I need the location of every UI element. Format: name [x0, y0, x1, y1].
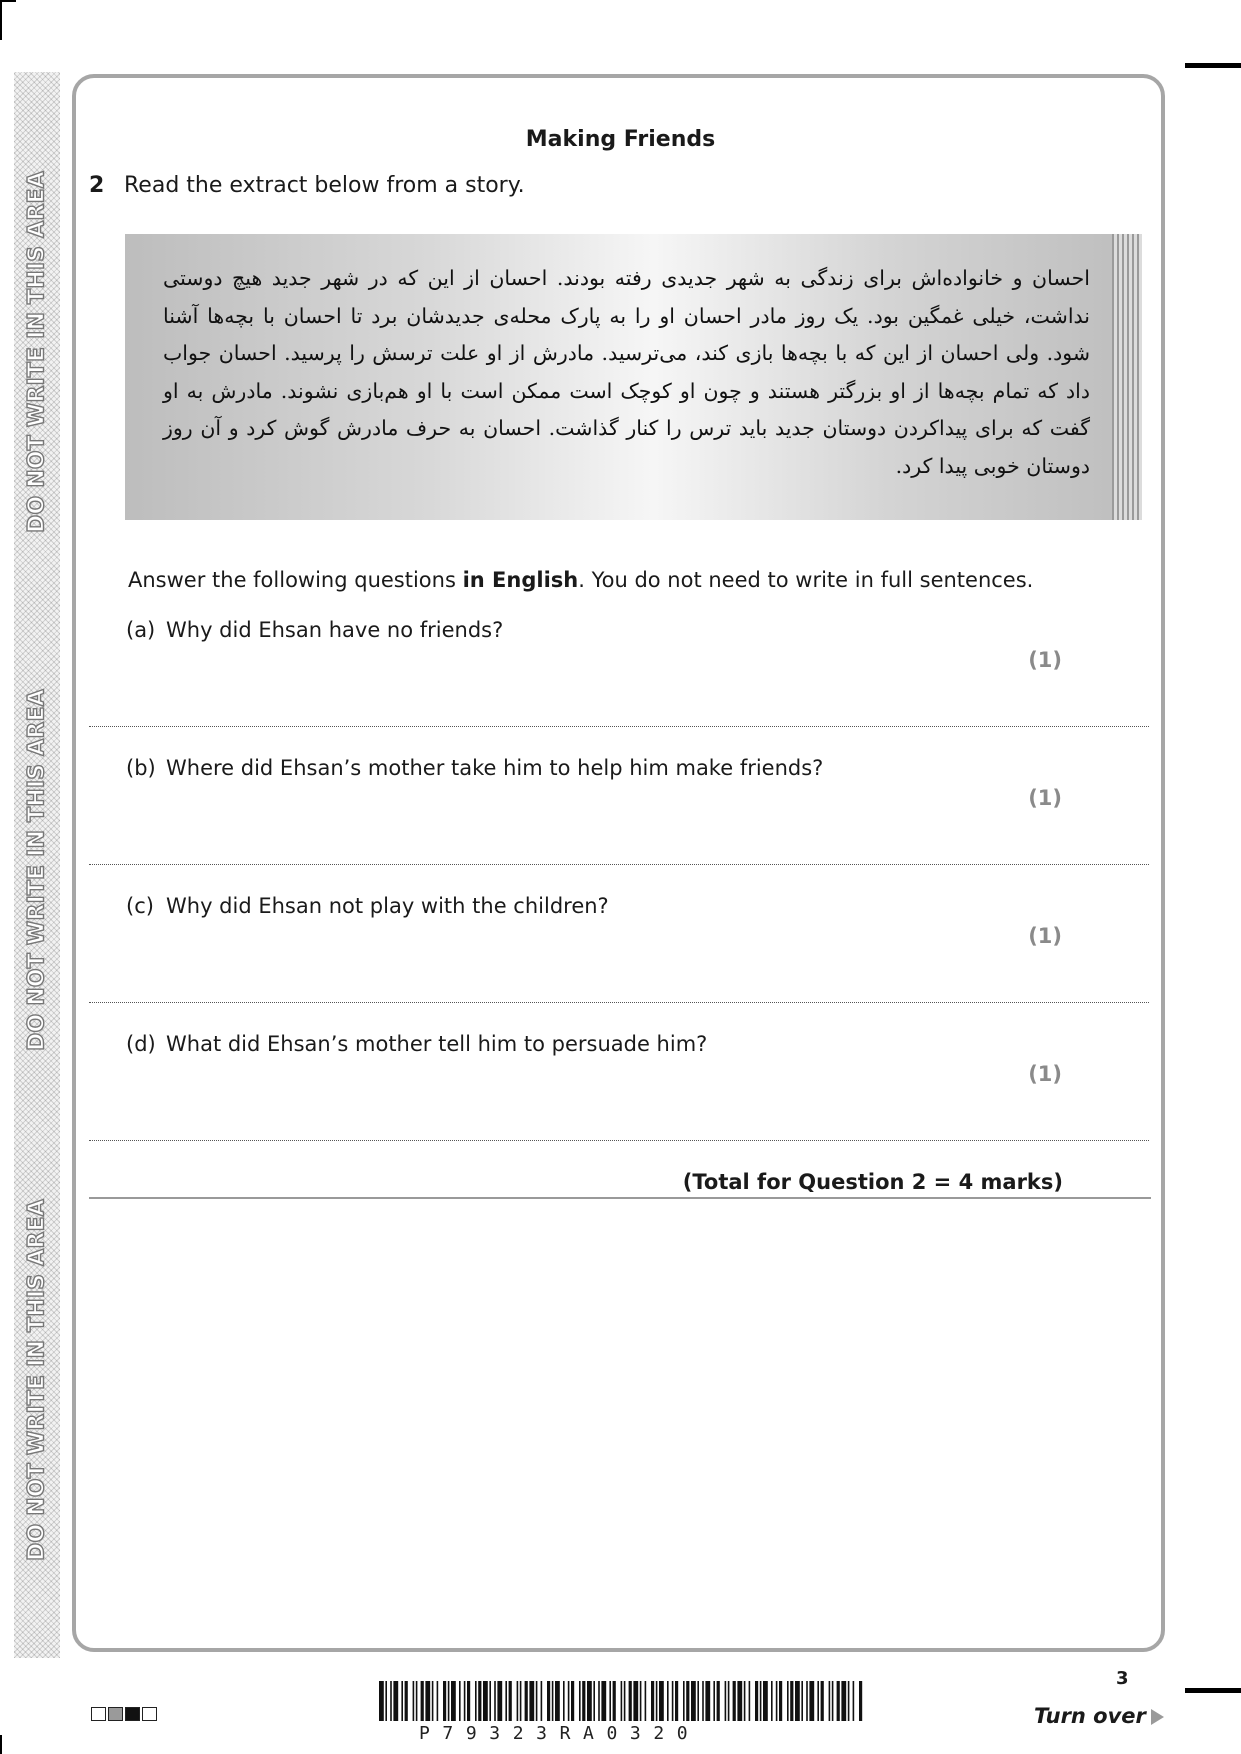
barcode-bar [478, 1681, 481, 1721]
barcode-bar [621, 1681, 623, 1721]
barcode-bar [829, 1681, 831, 1721]
subquestion-marks: (1) [1028, 1062, 1062, 1086]
story-extract-text: احسان و خانواده‌اش برای زندگی به شهر جدیدی رفته بودند. احسان از این که در شهر جدید هیچ دوستی نداشت، خیلی غمگین بود. یک روز مادر احسان او را به پارک محله‌ی جدیدشان برد تا احسان با بچه‌ها آشنا شود. ولی احسان از این که با بچه‌ها بازی کند، می‌ترسید. مادرش از او علت ترسش را پرسید. احسان جواب داد که تمام بچه‌ها از او بزرگتر هستند و چون او کوچک است ممکن است با او هم‌بازی نشوند. مادرش به او گفت که برای پیداکردن دوستان جدید باید ترس را کنار گذاشت. احسان به حرف مادرش گوش کرد و آن روز دوستان خوبی پیدا کرد. [163, 266, 1090, 478]
barcode-bar [853, 1681, 855, 1721]
barcode-bar [795, 1681, 800, 1721]
barcode-bar [405, 1681, 408, 1721]
barcode-bar [552, 1681, 554, 1721]
subquestion-label: (a) [126, 618, 156, 642]
barcode-bar [467, 1681, 470, 1721]
barcode-bar [806, 1681, 808, 1721]
section-title: Making Friends [525, 127, 716, 152]
barcode-bar [494, 1681, 496, 1721]
barcode-bar [568, 1681, 570, 1721]
barcode-bar [529, 1681, 534, 1721]
barcode-bar [464, 1681, 466, 1721]
barcode-bar [659, 1681, 664, 1721]
margin-warning-text: DO NOT WRITE IN THIS AREA [24, 1199, 50, 1561]
barcode-bar [459, 1681, 461, 1721]
barcode-bar [744, 1681, 746, 1721]
crop-mark [1185, 1688, 1241, 1693]
barcode-bar [763, 1681, 768, 1721]
barcode-bar [713, 1681, 715, 1721]
barcode-bar [702, 1681, 704, 1721]
barcode-bar [667, 1681, 669, 1721]
barcode-bar [697, 1681, 699, 1721]
barcode [379, 1681, 863, 1721]
barcode-bar [645, 1681, 647, 1721]
barcode-bar [598, 1681, 600, 1721]
barcode-bar [582, 1681, 585, 1721]
barcode-bar [579, 1681, 581, 1721]
barcode-bar [640, 1681, 642, 1721]
barcode-bar [705, 1681, 710, 1721]
barcode-bar [776, 1681, 778, 1721]
barcode-bar [587, 1681, 592, 1721]
barcode-bar [541, 1681, 543, 1721]
answer-line[interactable] [89, 1002, 1149, 1003]
barcode-bar [656, 1681, 658, 1721]
turn-over-arrow-icon [1151, 1709, 1164, 1725]
barcode-bar [691, 1681, 696, 1721]
barcode-bar [809, 1681, 814, 1721]
barcode-bar [448, 1681, 450, 1721]
crop-mark [0, 0, 16, 2]
barcode-bar [483, 1681, 488, 1721]
barcode-bar [393, 1681, 398, 1721]
subquestion-text: Where did Ehsan’s mother take him to help him make friends? [166, 756, 824, 780]
margin-warning-text: DO NOT WRITE IN THIS AREA [24, 689, 50, 1051]
barcode-bar [651, 1681, 654, 1721]
barcode-bar [737, 1681, 742, 1721]
barcode-bar [633, 1681, 638, 1721]
barcode-text: P79323RA0320 [419, 1723, 701, 1744]
extract-edge-decoration [1112, 234, 1142, 520]
story-extract-box [125, 234, 1142, 520]
question-prompt: Read the extract below from a story. [124, 173, 525, 198]
barcode-bar [821, 1681, 824, 1721]
barcode-bar [421, 1681, 424, 1721]
barcode-bar [629, 1681, 632, 1721]
instructions-before: Answer the following questions [128, 568, 463, 592]
barcode-bar [497, 1681, 502, 1721]
barcode-bar [832, 1681, 834, 1721]
question-number: 2 [89, 173, 105, 198]
answer-line[interactable] [89, 864, 1149, 865]
crop-mark [1185, 63, 1241, 68]
subquestion-label: (c) [126, 894, 154, 918]
barcode-bar [841, 1681, 846, 1721]
marker-box-empty [142, 1707, 157, 1721]
barcode-bar [817, 1681, 819, 1721]
marker-box-black [125, 1707, 140, 1721]
barcode-bar [725, 1681, 727, 1721]
barcode-bar [749, 1681, 751, 1721]
barcode-bar [509, 1681, 512, 1721]
page-marker-boxes [91, 1707, 157, 1721]
barcode-bar [401, 1681, 403, 1721]
barcode-bar [787, 1681, 789, 1721]
subquestion-text: Why did Ehsan not play with the children? [166, 894, 609, 918]
barcode-bar [536, 1681, 538, 1721]
barcode-bar [672, 1681, 674, 1721]
barcode-bar [609, 1681, 611, 1721]
barcode-bar [517, 1681, 519, 1721]
barcode-bar [425, 1681, 430, 1721]
barcode-bar [390, 1681, 392, 1721]
crop-mark [0, 1735, 2, 1754]
instructions-bold: in English [462, 568, 579, 592]
barcode-bar [416, 1681, 418, 1721]
marker-box-empty [91, 1707, 106, 1721]
subquestion-label: (d) [126, 1032, 156, 1056]
barcode-bar [432, 1681, 434, 1721]
answer-line[interactable] [89, 726, 1149, 727]
barcode-bar [601, 1681, 606, 1721]
barcode-bar [771, 1681, 773, 1721]
barcode-bar [475, 1681, 477, 1721]
barcode-bar [505, 1681, 507, 1721]
barcode-bar [489, 1681, 491, 1721]
barcode-bar [837, 1681, 840, 1721]
barcode-bar [571, 1681, 574, 1721]
barcode-bar [520, 1681, 522, 1721]
barcode-bar [443, 1681, 446, 1721]
question-total: (Total for Question 2 = 4 marks) [682, 1170, 1063, 1194]
barcode-bar [848, 1681, 850, 1721]
subquestion-marks: (1) [1028, 648, 1062, 672]
barcode-bar [755, 1681, 758, 1721]
barcode-bar [451, 1681, 456, 1721]
barcode-bar [760, 1681, 762, 1721]
barcode-bar [686, 1681, 689, 1721]
barcode-bar [779, 1681, 782, 1721]
barcode-bar [728, 1681, 730, 1721]
instructions [128, 568, 1033, 592]
barcode-bar [379, 1681, 384, 1721]
barcode-bar [801, 1681, 803, 1721]
barcode-bar [683, 1681, 685, 1721]
barcode-bar [859, 1681, 862, 1721]
subquestion-text: What did Ehsan’s mother tell him to persuade him? [166, 1032, 708, 1056]
barcode-bar [624, 1681, 626, 1721]
barcode-bar [717, 1681, 720, 1721]
barcode-bar [790, 1681, 793, 1721]
barcode-bar [563, 1681, 565, 1721]
barcode-bar [555, 1681, 560, 1721]
subquestion-marks: (1) [1028, 786, 1062, 810]
total-rule [89, 1197, 1151, 1199]
crop-mark [0, 0, 2, 40]
barcode-bar [437, 1681, 439, 1721]
subquestion-label: (b) [126, 756, 156, 780]
subquestion-marks: (1) [1028, 924, 1062, 948]
barcode-bar [613, 1681, 616, 1721]
barcode-bar [413, 1681, 415, 1721]
barcode-bar [547, 1681, 550, 1721]
marker-box-grey [108, 1707, 123, 1721]
barcode-bar [675, 1681, 678, 1721]
barcode-bar [525, 1681, 528, 1721]
barcode-bar [385, 1681, 387, 1721]
subquestion-text: Why did Ehsan have no friends? [166, 618, 504, 642]
turn-over-label: Turn over [1034, 1704, 1146, 1728]
barcode-bar [733, 1681, 736, 1721]
margin-warning-text: DO NOT WRITE IN THIS AREA [24, 171, 50, 533]
barcode-bar [593, 1681, 595, 1721]
instructions-after: . You do not need to write in full sentences. [578, 568, 1034, 592]
page-number: 3 [1116, 1668, 1129, 1689]
answer-line[interactable] [89, 1140, 1149, 1141]
